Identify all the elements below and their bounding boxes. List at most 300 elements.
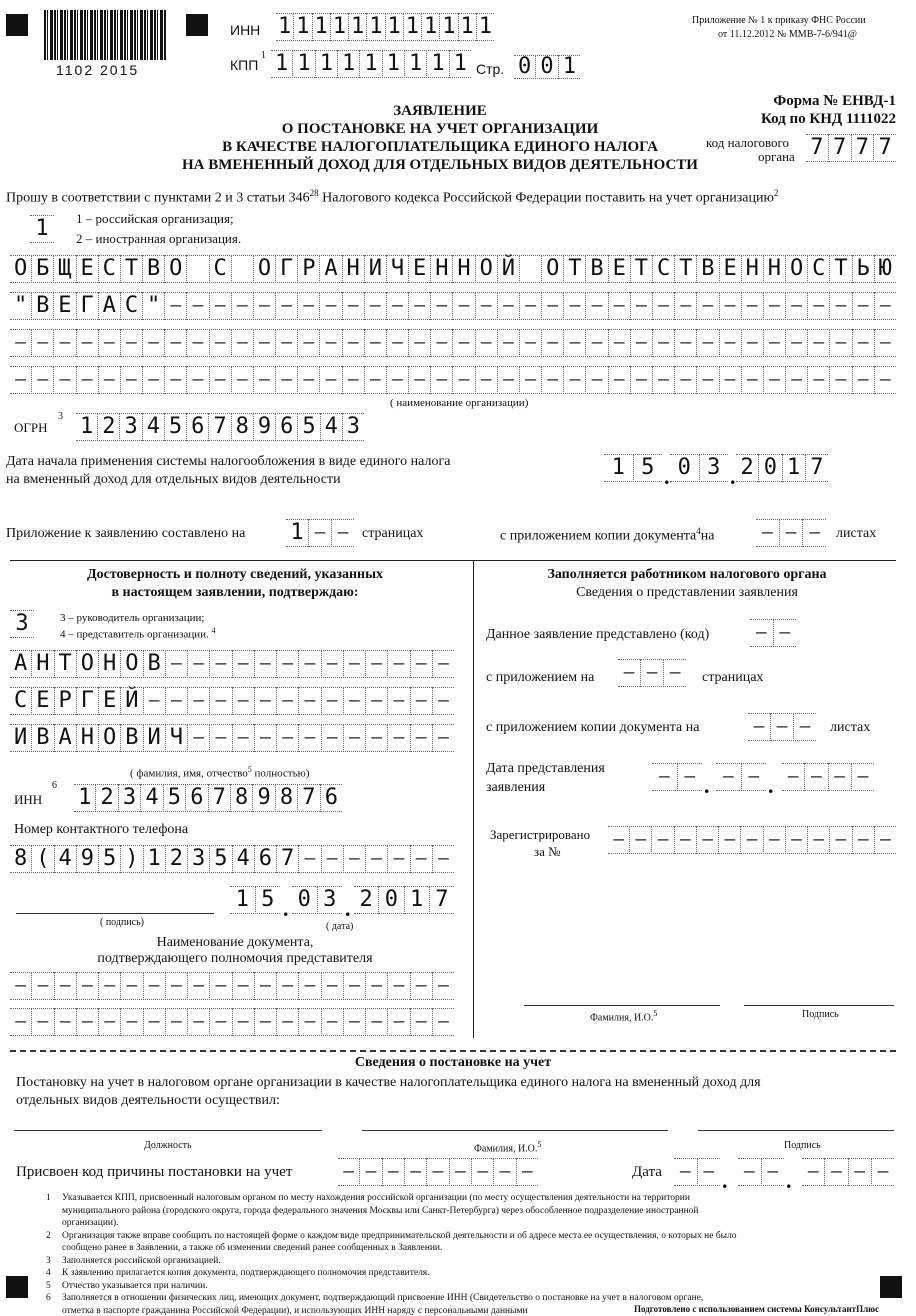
- position-caption: Должность: [144, 1140, 192, 1151]
- char-cell: –: [586, 366, 608, 394]
- char-cell: –: [344, 650, 366, 678]
- char-cell: 1: [562, 54, 576, 79]
- char-cell: –: [437, 690, 449, 711]
- char-cell: 1: [360, 50, 382, 78]
- char-cell: 6: [276, 413, 298, 441]
- char-cell: –: [322, 650, 344, 678]
- char-cell: –: [453, 292, 475, 320]
- org-type-option2: 2 – иностранная организация.: [76, 231, 242, 246]
- char-cell: Р: [298, 255, 320, 283]
- char-cell: 5: [99, 845, 121, 873]
- char-cell: –: [431, 329, 453, 357]
- char-cell: 1: [35, 216, 49, 241]
- char-cell: Е: [720, 255, 742, 283]
- char-cell: –: [366, 650, 388, 678]
- char-cell: 4: [141, 784, 163, 812]
- footnote-number: 4: [46, 1268, 51, 1278]
- tax-org-label: код налогового: [706, 135, 790, 150]
- left-head2: в настоящем заявлении, подтверждаю:: [111, 585, 359, 600]
- char-cell: С: [121, 292, 143, 320]
- char-cell: –: [853, 366, 875, 394]
- char-cell: –: [857, 766, 869, 787]
- char-cell: –: [77, 366, 99, 394]
- sign-date-day[interactable]: [230, 886, 280, 914]
- char-cell: Н: [742, 255, 764, 283]
- char-cell: 8: [276, 784, 298, 812]
- char-cell: –: [431, 292, 453, 320]
- char-cell: 3: [120, 413, 142, 441]
- char-cell: –: [675, 366, 697, 394]
- char-cell: –: [764, 292, 786, 320]
- footnote-line: [46, 1255, 886, 1268]
- char-cell: –: [411, 972, 433, 1000]
- char-cell: –: [437, 848, 449, 869]
- char-cell: –: [298, 292, 320, 320]
- doc-label1: Наименование документа,: [156, 935, 314, 950]
- right-copy-after: листах: [830, 720, 871, 735]
- char-cell: 1: [276, 13, 294, 41]
- char-cell: –: [10, 366, 32, 394]
- fio-caption: [130, 765, 310, 780]
- char-cell: –: [210, 650, 232, 678]
- char-cell: –: [608, 826, 630, 854]
- sign-date-year[interactable]: [354, 886, 454, 914]
- char-cell: –: [187, 366, 209, 394]
- char-cell: 1: [604, 454, 634, 482]
- char-cell: –: [808, 826, 830, 854]
- char-cell: –: [716, 763, 742, 791]
- char-cell: –: [411, 1008, 433, 1036]
- char-cell: –: [188, 650, 210, 678]
- char-cell: –: [437, 727, 449, 748]
- char-cell: Н: [343, 255, 365, 283]
- char-cell: –: [343, 366, 365, 394]
- char-cell: 8: [231, 784, 253, 812]
- char-cell: –: [830, 826, 852, 854]
- right-sign-line: [744, 1005, 894, 1006]
- char-cell: –: [476, 329, 498, 357]
- right-fio-line: [524, 1005, 720, 1006]
- char-cell: О: [476, 255, 498, 283]
- reg-fio-sup: 5: [537, 1140, 542, 1149]
- signature-caption: ( подпись): [100, 917, 145, 928]
- registration-text1: Постановку на учет в налоговом органе организации в качестве налогоплательщика единого налога на вмененный доход для: [16, 1075, 761, 1090]
- char-cell: –: [32, 366, 54, 394]
- footnote-text: муниципального района (городского округа, города федерального значения Москвы или Санкт-Петербурга) через обособленное подразделение иностранной: [62, 1205, 699, 1216]
- char-cell: –: [255, 1008, 277, 1036]
- kpp-field[interactable]: [271, 50, 471, 78]
- char-cell: [187, 255, 209, 283]
- char-cell: –: [542, 329, 564, 357]
- char-cell: 6: [187, 413, 209, 441]
- char-cell: 7: [277, 845, 299, 873]
- surname-field[interactable]: [10, 650, 454, 678]
- signer-option3: 3 – руководитель организации;: [60, 612, 205, 624]
- char-cell: 1: [440, 13, 458, 41]
- char-cell: [232, 255, 254, 283]
- footnote-text: сообщено ранее в Заявлении, а также об изменении сведений ранее сообщенных в Заявлении.: [62, 1243, 443, 1253]
- date-separator: .: [768, 773, 774, 798]
- char-cell: В: [586, 255, 608, 283]
- fio-caption-sup: 5: [247, 765, 252, 774]
- right-copy-field[interactable]: [748, 713, 816, 741]
- char-cell: –: [805, 763, 828, 791]
- start-date-year[interactable]: [736, 454, 828, 482]
- char-cell: Е: [32, 687, 54, 715]
- char-cell: –: [166, 972, 188, 1000]
- org-name-row4[interactable]: [10, 366, 896, 394]
- char-cell: –: [277, 650, 299, 678]
- right-fio-caption: [590, 1009, 657, 1023]
- char-cell: 0: [514, 55, 536, 79]
- char-cell: Е: [409, 255, 431, 283]
- inn-field[interactable]: [276, 13, 494, 41]
- char-cell: –: [299, 724, 321, 752]
- char-cell: –: [630, 826, 652, 854]
- doc-name-row2[interactable]: [10, 1008, 454, 1036]
- org-type-field[interactable]: [30, 215, 54, 243]
- attach-copy-sheets-field[interactable]: [756, 519, 826, 547]
- ogrn-label: ОГРН: [14, 420, 48, 435]
- footnote-text: организации).: [62, 1218, 119, 1228]
- char-cell: –: [742, 366, 764, 394]
- char-cell: –: [121, 1008, 143, 1036]
- patronymic-field[interactable]: [10, 724, 454, 752]
- footnotes: [46, 1192, 886, 1316]
- page-label: Стр.: [476, 61, 505, 77]
- char-cell: –: [653, 366, 675, 394]
- start-date-day[interactable]: [604, 454, 662, 482]
- org-name-row2[interactable]: [10, 292, 896, 320]
- char-cell: 6: [186, 784, 208, 812]
- char-cell: 3: [188, 845, 210, 873]
- char-cell: –: [320, 366, 342, 394]
- char-cell: 1: [383, 50, 405, 78]
- char-cell: –: [99, 329, 121, 357]
- phone-field[interactable]: [10, 845, 454, 873]
- char-cell: –: [498, 292, 520, 320]
- char-cell: В: [32, 292, 54, 320]
- reg-date-year[interactable]: [802, 1158, 894, 1186]
- char-cell: 1: [478, 14, 492, 39]
- char-cell: –: [99, 366, 121, 394]
- char-cell: 9: [254, 413, 276, 441]
- right-fio-caption-text: Фамилия, И.О.: [590, 1012, 654, 1024]
- right-pages-after: страницах: [702, 670, 764, 685]
- footnote-line: [46, 1205, 886, 1218]
- signer-option4: [60, 626, 216, 641]
- signer-type-field[interactable]: [10, 610, 34, 638]
- right-date-day[interactable]: [652, 763, 702, 791]
- doc-name-row1[interactable]: [10, 972, 454, 1000]
- char-cell: –: [631, 366, 653, 394]
- char-cell: –: [653, 292, 675, 320]
- kpp-assigned-field[interactable]: [338, 1158, 538, 1186]
- tax-org-code-field[interactable]: [806, 134, 896, 162]
- char-cell: 5: [210, 845, 232, 873]
- char-cell: –: [388, 845, 410, 873]
- fio-caption-text: ( фамилия, имя, отчество: [130, 767, 248, 780]
- char-cell: –: [409, 292, 431, 320]
- char-cell: –: [756, 519, 780, 547]
- char-cell: –: [748, 766, 760, 787]
- char-cell: –: [344, 687, 366, 715]
- char-cell: 8: [232, 413, 254, 441]
- char-cell: 1: [293, 50, 315, 78]
- char-cell: –: [255, 687, 277, 715]
- char-cell: –: [830, 292, 852, 320]
- sign-date-month[interactable]: [292, 886, 342, 914]
- char-cell: 1: [453, 51, 467, 76]
- tax-org-label2: органа: [758, 149, 795, 164]
- char-cell: Н: [77, 724, 99, 752]
- reg-date-day[interactable]: [674, 1158, 720, 1186]
- footnote-line: [46, 1217, 886, 1230]
- page-number-field[interactable]: [514, 55, 580, 79]
- right-head2: Сведения о представлении заявления: [576, 585, 798, 600]
- char-cell: –: [299, 650, 321, 678]
- char-cell: –: [233, 724, 255, 752]
- char-cell: Ь: [853, 255, 875, 283]
- appendix-line1: Приложение № 1 к приказу ФНС России: [692, 15, 866, 26]
- char-cell: –: [32, 329, 54, 357]
- char-cell: –: [771, 713, 794, 741]
- title-line2: О ПОСТАНОВКЕ НА УЧЕТ ОРГАНИЗАЦИИ: [281, 121, 599, 137]
- right-head1: Заполняется работником налогового органа: [547, 567, 827, 582]
- column-divider: [473, 560, 474, 1038]
- footnote-line: [46, 1192, 886, 1205]
- reg-date-month[interactable]: [738, 1158, 784, 1186]
- char-cell: –: [779, 622, 791, 643]
- char-cell: 7: [878, 135, 892, 160]
- footnote-line: [46, 1280, 886, 1293]
- char-cell: –: [344, 724, 366, 752]
- char-cell: Н: [764, 255, 786, 283]
- char-cell: –: [165, 292, 187, 320]
- start-date-label2: на вмененный доход для отдельных видов деятельности: [6, 472, 341, 487]
- char-cell: Т: [55, 650, 77, 678]
- char-cell: 1: [367, 13, 385, 41]
- char-cell: 1: [349, 13, 367, 41]
- knd-code: Код по КНД 1111022: [760, 111, 896, 127]
- date-separator: .: [786, 1168, 792, 1193]
- footnote-number: 1: [46, 1193, 51, 1203]
- request-text-a: Прошу в соответствии с пунктами 2 и 3 статьи 346: [6, 190, 310, 206]
- char-cell: –: [388, 1008, 410, 1036]
- date-separator: .: [664, 464, 670, 489]
- char-cell: –: [298, 329, 320, 357]
- char-cell: –: [631, 329, 653, 357]
- footnote-text: Отчество указывается при наличии.: [62, 1280, 208, 1291]
- char-cell: [520, 255, 542, 283]
- char-cell: 2: [96, 784, 118, 812]
- char-cell: –: [782, 763, 805, 791]
- char-cell: –: [322, 972, 344, 1000]
- char-cell: –: [188, 724, 210, 752]
- right-date-year[interactable]: [782, 763, 874, 791]
- char-cell: А: [320, 255, 342, 283]
- footnote-text: Заполняется российской организацией.: [62, 1255, 221, 1266]
- char-cell: 1: [286, 519, 309, 547]
- right-pages-field[interactable]: [618, 659, 686, 687]
- right-fio-sup: 5: [653, 1009, 658, 1018]
- name-field[interactable]: [10, 687, 454, 715]
- char-cell: –: [54, 329, 76, 357]
- char-cell: 5: [261, 887, 275, 912]
- char-cell: –: [720, 366, 742, 394]
- char-cell: –: [825, 1158, 848, 1186]
- date-separator: .: [704, 773, 710, 798]
- right-date-month[interactable]: [716, 763, 766, 791]
- submit-code-label: Данное заявление представлено (код): [486, 627, 710, 642]
- org-name-row3[interactable]: [10, 329, 896, 357]
- char-cell: –: [472, 1158, 494, 1186]
- char-cell: –: [697, 292, 719, 320]
- barcode-number: 1102 2015: [56, 62, 140, 78]
- char-cell: –: [54, 366, 76, 394]
- char-cell: –: [675, 292, 697, 320]
- char-cell: О: [165, 255, 187, 283]
- fio-caption-text2: полностью): [254, 767, 310, 780]
- char-cell: –: [233, 650, 255, 678]
- signer-inn-field[interactable]: [74, 784, 342, 812]
- char-cell: –: [738, 1158, 762, 1186]
- char-cell: Г: [276, 255, 298, 283]
- char-cell: –: [143, 329, 165, 357]
- char-cell: –: [276, 366, 298, 394]
- char-cell: –: [387, 329, 409, 357]
- attach-pages-field[interactable]: [286, 519, 354, 547]
- char-cell: –: [338, 1158, 360, 1186]
- corner-marker-top-left: [6, 14, 28, 36]
- char-cell: Т: [121, 255, 143, 283]
- char-cell: 7: [810, 455, 824, 480]
- char-cell: –: [187, 292, 209, 320]
- char-cell: –: [322, 845, 344, 873]
- char-cell: 0: [379, 886, 404, 914]
- char-cell: 1: [386, 13, 404, 41]
- char-cell: –: [144, 972, 166, 1000]
- char-cell: –: [652, 763, 678, 791]
- char-cell: –: [233, 687, 255, 715]
- char-cell: –: [254, 329, 276, 357]
- attach-label: Приложение к заявлению составлено на: [6, 526, 246, 541]
- attach-copy-label: [500, 526, 715, 545]
- char-cell: –: [697, 329, 719, 357]
- char-cell: –: [277, 687, 299, 715]
- char-cell: –: [849, 1158, 872, 1186]
- section-divider: [10, 560, 896, 561]
- org-name-row1[interactable]: [10, 255, 896, 283]
- char-cell: Т: [675, 255, 697, 283]
- char-cell: –: [405, 1158, 427, 1186]
- char-cell: –: [32, 1008, 54, 1036]
- char-cell: –: [232, 292, 254, 320]
- reg-label1: Зарегистрировано: [490, 827, 591, 842]
- char-cell: –: [748, 713, 771, 741]
- left-head1: Достоверность и полноту сведений, указанных: [86, 567, 384, 582]
- submit-code-field[interactable]: [750, 619, 796, 647]
- sign-date-caption: ( дата): [326, 921, 354, 932]
- reg-date-label: Дата: [632, 1164, 662, 1180]
- registration-head: Сведения о постановке на учет: [354, 1055, 552, 1070]
- char-cell: 3: [346, 414, 361, 439]
- char-cell: –: [233, 1008, 255, 1036]
- char-cell: –: [618, 659, 641, 687]
- char-cell: –: [210, 366, 232, 394]
- start-date-label1: Дата начала применения системы налогообложения в виде единого налога: [6, 454, 451, 469]
- char-cell: –: [166, 650, 188, 678]
- char-cell: –: [10, 972, 32, 1000]
- char-cell: –: [586, 329, 608, 357]
- char-cell: С: [210, 255, 232, 283]
- char-cell: О: [542, 255, 564, 283]
- reg-number-field[interactable]: [608, 826, 896, 854]
- request-sup2: 2: [773, 188, 779, 198]
- char-cell: Н: [431, 255, 453, 283]
- char-cell: 1: [404, 13, 422, 41]
- ogrn-field[interactable]: [76, 413, 364, 441]
- char-cell: Ч: [387, 255, 409, 283]
- start-date-month[interactable]: [670, 454, 728, 482]
- char-cell: –: [188, 687, 210, 715]
- char-cell: –: [631, 292, 653, 320]
- char-cell: О: [254, 255, 276, 283]
- char-cell: 3: [119, 784, 141, 812]
- char-cell: Н: [32, 650, 54, 678]
- char-cell: –: [121, 972, 143, 1000]
- char-cell: 1: [338, 50, 360, 78]
- char-cell: Щ: [54, 255, 76, 283]
- char-cell: –: [653, 329, 675, 357]
- right-copy-label: с приложением копии документа на: [486, 720, 700, 735]
- char-cell: 2: [98, 413, 120, 441]
- char-cell: 1: [783, 454, 806, 482]
- char-cell: –: [476, 366, 498, 394]
- signer-option4-text: 4 – представитель организации.: [60, 628, 209, 641]
- char-cell: –: [232, 329, 254, 357]
- char-cell: Н: [453, 255, 475, 283]
- char-cell: И: [10, 724, 32, 752]
- char-cell: 6: [255, 845, 277, 873]
- char-cell: Е: [54, 292, 76, 320]
- corner-marker-bottom-left: [6, 1276, 28, 1298]
- char-cell: –: [165, 329, 187, 357]
- footnote-text: Заполняется в отношении физических лиц, имеющих документ, подтверждающий присвоение ИНН (Свидетельство о постановке на учет в налоговом органе,: [62, 1293, 704, 1303]
- char-cell: 1: [331, 13, 349, 41]
- char-cell: –: [365, 329, 387, 357]
- char-cell: 1: [294, 13, 312, 41]
- char-cell: –: [365, 292, 387, 320]
- char-cell: –: [411, 687, 433, 715]
- footnote-line: [46, 1267, 886, 1280]
- reg-sign-line: [698, 1130, 894, 1131]
- char-cell: –: [521, 1161, 533, 1182]
- char-cell: 5: [641, 455, 655, 480]
- char-cell: –: [764, 366, 786, 394]
- char-cell: –: [343, 292, 365, 320]
- char-cell: –: [254, 292, 276, 320]
- title-line1: ЗАЯВЛЕНИЕ: [393, 103, 487, 119]
- char-cell: –: [675, 826, 697, 854]
- char-cell: –: [299, 845, 321, 873]
- char-cell: –: [210, 972, 232, 1000]
- kpp-assigned-label: Присвоен код причины постановки на учет: [16, 1164, 293, 1180]
- kpp-label: КПП: [230, 57, 259, 73]
- char-cell: –: [55, 972, 77, 1000]
- char-cell: О: [10, 255, 32, 283]
- prepared-note: Подготовлено с использованием системы КонсультантПлюс: [634, 1304, 880, 1314]
